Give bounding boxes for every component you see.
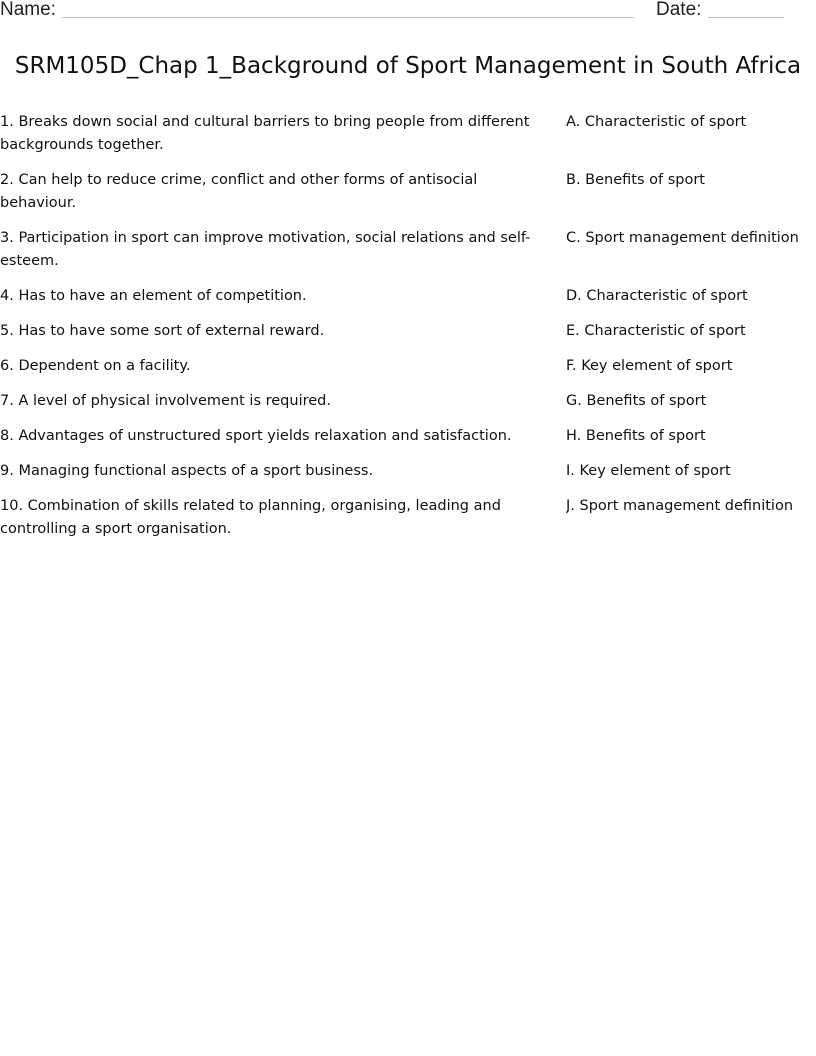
question-row — [0, 425, 816, 448]
answer-option: E. Characteristic of sport — [566, 323, 746, 339]
question-text: 8. Advantages of unstructured sport yields relaxation and satisfaction. — [0, 428, 512, 444]
question-text: 2. Can help to reduce crime, conflict and other forms of antisocial behaviour. — [0, 172, 478, 211]
answer-option: G. Benefits of sport — [566, 393, 707, 409]
answer-option: H. Benefits of sport — [566, 428, 706, 444]
question-row — [0, 355, 816, 378]
name-label: Name: — [0, 0, 56, 20]
date-label: Date: — [656, 0, 702, 20]
answer-option: C. Sport management definition — [566, 230, 799, 246]
question-text: 1. Breaks down social and cultural barriers to bring people from different backgrounds together. — [0, 114, 530, 153]
question-text: 7. A level of physical involvement is required. — [0, 393, 331, 409]
name-blank-line — [62, 17, 634, 18]
question-row — [0, 460, 816, 483]
page-title: SRM105D_Chap 1_Background of Sport Management in South Africa — [14, 53, 802, 79]
answer-option: D. Characteristic of sport — [566, 288, 748, 304]
question-row — [0, 111, 816, 157]
question-text: 4. Has to have an element of competition. — [0, 288, 307, 304]
date-blank-line — [708, 17, 784, 18]
answer-option: I. Key element of sport — [566, 463, 731, 479]
name-date-header — [0, 0, 816, 24]
matching-question-list — [0, 111, 816, 553]
question-text: 6. Dependent on a facility. — [0, 358, 191, 374]
question-row — [0, 390, 816, 413]
question-row — [0, 285, 816, 308]
question-row — [0, 320, 816, 343]
question-row — [0, 495, 816, 541]
answer-option: F. Key element of sport — [566, 358, 733, 374]
question-row — [0, 227, 816, 273]
answer-option: A. Characteristic of sport — [566, 114, 747, 130]
answer-option: B. Benefits of sport — [566, 172, 705, 188]
answer-option: J. Sport management definition — [566, 498, 794, 514]
question-text: 3. Participation in sport can improve motivation, social relations and self-esteem. — [0, 230, 531, 269]
question-row — [0, 169, 816, 215]
question-text: 9. Managing functional aspects of a sport business. — [0, 463, 374, 479]
question-text: 5. Has to have some sort of external reward. — [0, 323, 325, 339]
question-text: 10. Combination of skills related to planning, organising, leading and controlling a sport organisation. — [0, 498, 501, 537]
